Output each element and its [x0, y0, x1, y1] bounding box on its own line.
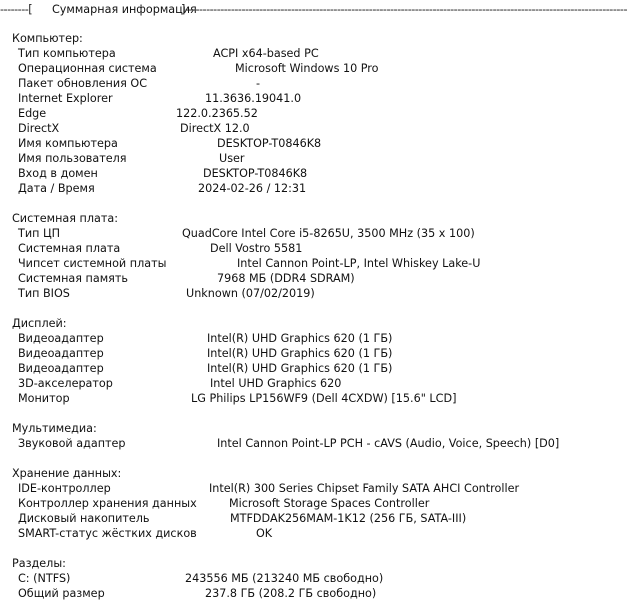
row-label: Тип BIOS [18, 287, 70, 300]
row-value: Dell Vostro 5581 [210, 242, 303, 255]
row-value: Intel(R) UHD Graphics 620 (1 ГБ) [207, 362, 393, 375]
section-title-partitions: Разделы: [12, 557, 66, 570]
row-value: Intel(R) 300 Series Chipset Family SATA AHCI Controller [209, 482, 520, 495]
row-label: SMART-статус жёстких дисков [18, 527, 197, 540]
row-value: 2024-02-26 / 12:31 [198, 182, 307, 195]
row-value: Microsoft Windows 10 Pro [235, 62, 379, 75]
row-value: DirectX 12.0 [180, 122, 250, 135]
row-label: C: (NTFS) [18, 572, 71, 585]
row-value: Intel Cannon Point-LP PCH - cAVS (Audio, Voice, Speech) [D0] [217, 437, 560, 450]
row-value: Intel Cannon Point-LP, Intel Whiskey Lake-U [237, 257, 481, 270]
section-title-display: Дисплей: [12, 317, 67, 330]
row-label: Дисковый накопитель [18, 512, 150, 525]
row-value: 122.0.2365.52 [176, 107, 258, 120]
report-header [0, 2, 627, 18]
row-value: DESKTOP-T0846K8 [203, 167, 308, 180]
row-label: Internet Explorer [18, 92, 113, 105]
row-value: - [256, 77, 261, 90]
header-right-dashes: ]----------------------------------------------------------------------------------------------------------------------------- [181, 3, 627, 16]
row-value: Unknown (07/02/2019) [186, 287, 315, 300]
row-label: Операционная система [18, 62, 157, 75]
row-label: Тип компьютера [18, 47, 116, 60]
row-label: Системная память [18, 272, 128, 285]
row-label: Видеоадаптер [18, 362, 104, 375]
row-label: 3D-акселератор [18, 377, 113, 390]
row-value: User [219, 152, 245, 165]
row-value: OK [256, 527, 273, 540]
row-label: Тип ЦП [18, 227, 61, 240]
row-value: QuadCore Intel Core i5-8265U, 3500 MHz (35 x 100) [182, 227, 475, 240]
row-value: ACPI x64-based PC [213, 47, 319, 60]
section-title-multimedia: Мультимедиа: [12, 422, 97, 435]
row-value: 243556 МБ (213240 МБ свободно) [185, 572, 384, 585]
header-left-dashes: --------[ [0, 3, 33, 16]
row-label: Общий размер [18, 587, 105, 600]
row-label: IDE-контроллер [18, 482, 111, 495]
row-value: Intel(R) UHD Graphics 620 (1 ГБ) [207, 332, 393, 345]
row-label: Видеоадаптер [18, 347, 104, 360]
row-value: 11.3636.19041.0 [205, 92, 302, 105]
row-value: Microsoft Storage Spaces Controller [229, 497, 430, 510]
row-label: Звуковой адаптер [18, 437, 126, 450]
row-label: Пакет обновления ОС [18, 77, 148, 90]
row-value: Intel(R) UHD Graphics 620 (1 ГБ) [207, 347, 393, 360]
section-title-computer: Компьютер: [12, 32, 83, 45]
row-label: Системная плата [18, 242, 121, 255]
row-value: 7968 МБ (DDR4 SDRAM) [217, 272, 355, 285]
section-title-motherboard: Системная плата: [12, 212, 118, 225]
row-label: Чипсет системной платы [18, 257, 167, 270]
section-title-storage: Хранение данных: [12, 467, 122, 480]
report-title: Суммарная информация [52, 3, 197, 16]
row-label: DirectX [18, 122, 60, 135]
row-label: Монитор [18, 392, 70, 405]
row-value: LG Philips LP156WF9 (Dell 4CXDW) [15.6" LCD] [191, 392, 457, 405]
row-label: Контроллер хранения данных [18, 497, 197, 510]
row-label: Видеоадаптер [18, 332, 104, 345]
row-label: Имя компьютера [18, 137, 118, 150]
row-label: Вход в домен [18, 167, 98, 180]
row-value: DESKTOP-T0846K8 [217, 137, 322, 150]
row-label: Имя пользователя [18, 152, 127, 165]
row-label: Дата / Время [18, 182, 95, 195]
row-value: MTFDDAK256MAM-1K12 (256 ГБ, SATA-III) [230, 512, 467, 525]
row-value: 237.8 ГБ (208.2 ГБ свободно) [205, 587, 377, 600]
row-label: Edge [18, 107, 47, 120]
row-value: Intel UHD Graphics 620 [210, 377, 342, 390]
